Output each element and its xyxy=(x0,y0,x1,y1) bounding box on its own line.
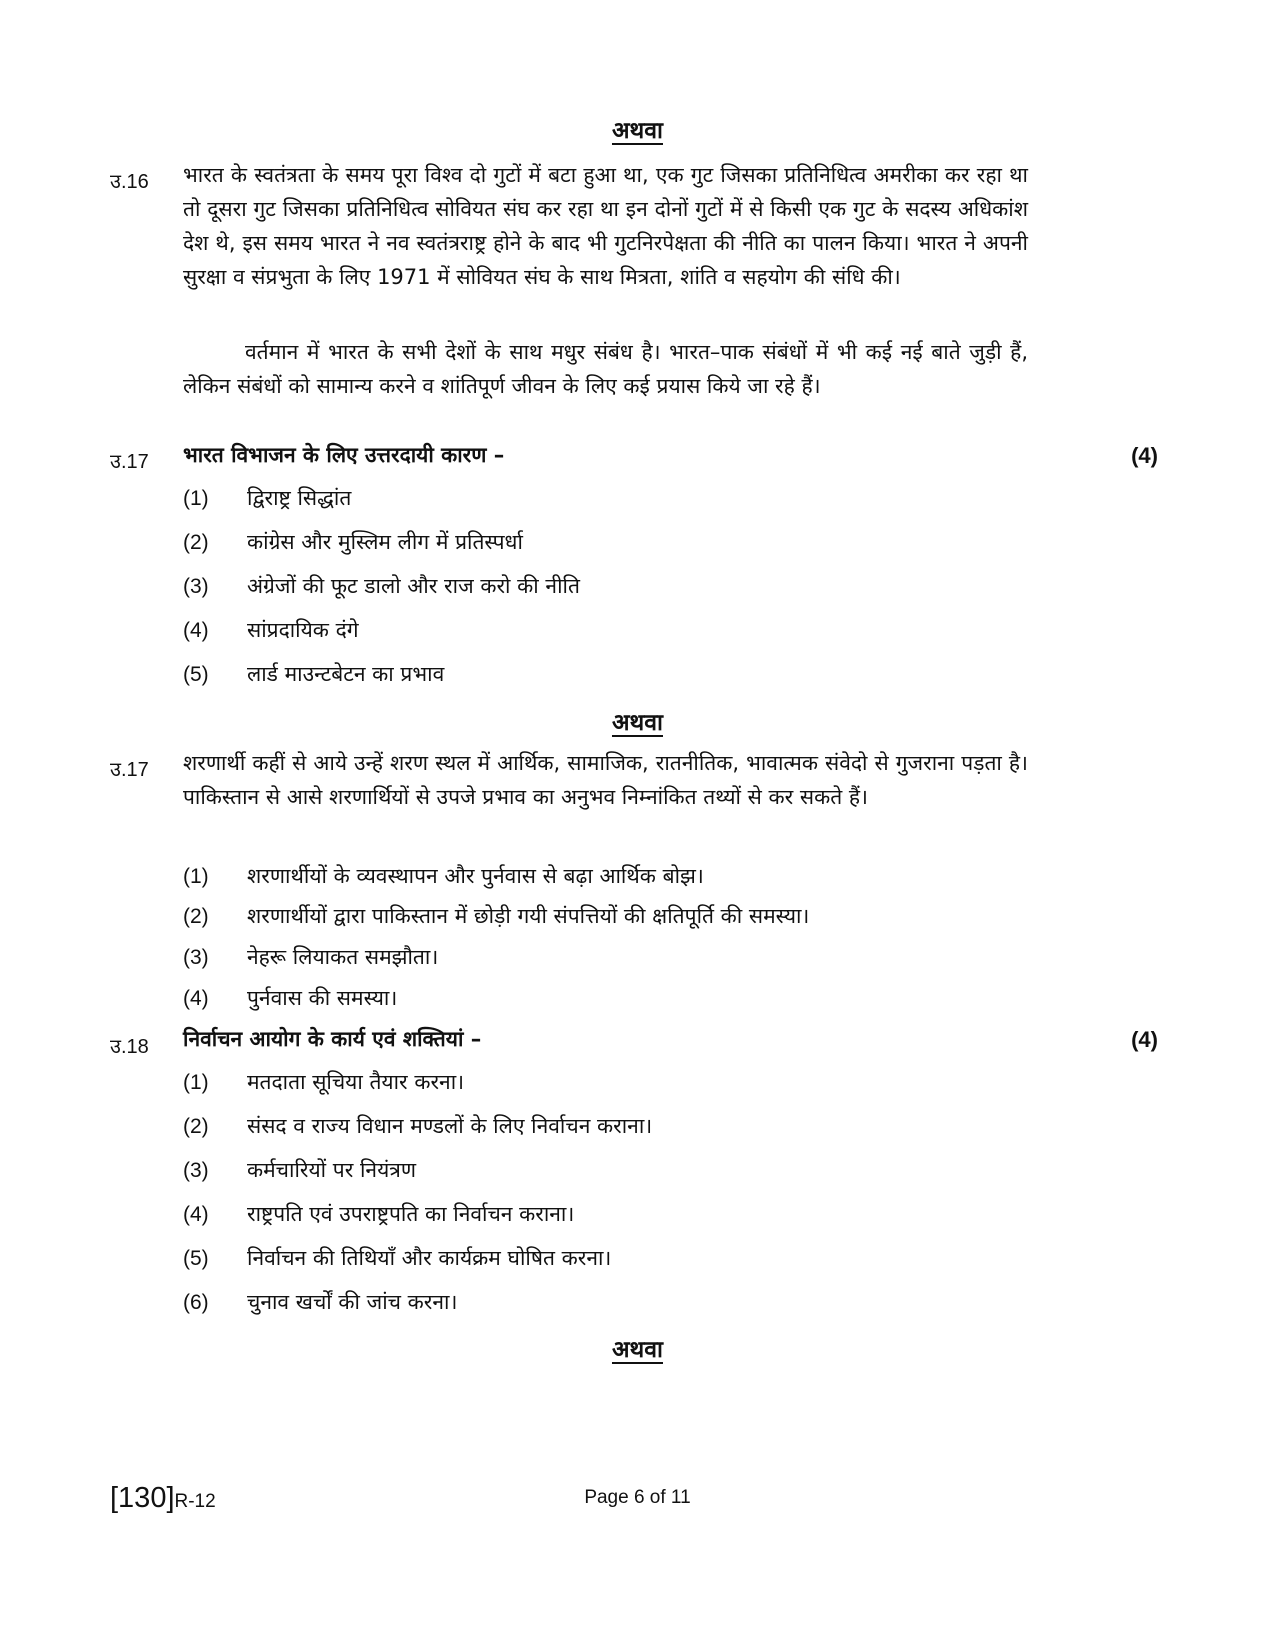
list-item xyxy=(183,1288,457,1316)
list-item xyxy=(183,1244,611,1272)
answer-number-17: उ.17 xyxy=(110,451,149,473)
answer-17-marks: (4) xyxy=(1131,443,1158,468)
answer-number-18: उ.18 xyxy=(110,1036,149,1058)
list-item-number: (2) xyxy=(183,531,209,554)
list-item-text: शरणार्थीयों द्वारा पाकिस्तान में छोड़ी गयी संपत्तियों की क्षतिपूर्ति की समस्या। xyxy=(247,904,810,928)
list-item-text: शरणार्थीयों के व्यवस्थापन और पुर्नवास से बढ़ा आर्थिक बोझ। xyxy=(247,864,704,888)
answer-16-paragraph-2: वर्तमान में भारत के सभी देशों के साथ मधुर संबंध है। भारत–पाक संबंधों में भी कई नई बाते जुड़ी हैं, लेकिन संबंधों को सामान्य करने व शांतिपूर्ण जीवन के लिए कई प्रयास किये जा रहे हैं। xyxy=(183,340,1028,398)
list-item xyxy=(183,572,580,600)
list-item-number: (3) xyxy=(183,1159,209,1182)
list-item-text: राष्ट्रपति एवं उपराष्ट्रपति का निर्वाचन कराना। xyxy=(247,1202,575,1226)
list-item-text: पुर्नवास की समस्या। xyxy=(247,986,398,1010)
list-item-number: (4) xyxy=(183,1203,209,1226)
list-item xyxy=(183,902,809,930)
list-item-number: (3) xyxy=(183,946,209,969)
list-item-text: नेहरू लियाकत समझौता। xyxy=(247,945,439,969)
list-item-text: द्विराष्ट्र सिद्धांत xyxy=(247,486,352,510)
list-item xyxy=(183,1112,652,1140)
list-item xyxy=(183,1068,464,1096)
answer-18-marks: (4) xyxy=(1131,1027,1158,1052)
answer-17-title: भारत विभाजन के लिए उत्तरदायी कारण – xyxy=(183,443,505,467)
answer-17-alt-paragraph: शरणार्थी कहीं से आये उन्हें शरण स्थल में आर्थिक, सामाजिक, रातनीतिक, भावात्मक संवेदो से गुजराना पड़ता है। पाकिस्तान से आसे शरणार्थियों से उपजे प्रभाव का अनुभव निम्नांकित तथ्यों से कर सकते हैं। xyxy=(183,751,1028,809)
page-number: Page 6 of 11 xyxy=(584,1487,691,1508)
list-item-number: (1) xyxy=(183,865,209,888)
or-heading: अथवा xyxy=(611,118,663,144)
list-item-number: (2) xyxy=(183,905,209,928)
list-item-text: कर्मचारियों पर नियंत्रण xyxy=(247,1158,417,1182)
list-item-number: (1) xyxy=(183,487,209,510)
list-item xyxy=(183,484,351,512)
or-heading: अथवा xyxy=(611,710,663,736)
list-item xyxy=(183,943,438,971)
answer-16-paragraph-1: भारत के स्वतंत्रता के समय पूरा विश्व दो गुटों में बटा हुआ था, एक गुट जिसका प्रतिनिधित्व अमरीका कर रहा था तो दूसरा गुट जिसका प्रतिनिधित्व सोवियत संघ कर रहा था इन दोनों गुटों में से किसी एक गुट के सदस्य अधिकांश देश थे, इस समय भारत ने नव स्वतंत्रराष्ट्र होने के बाद भी गुटनिरपेक्षता की नीति का पालन किया। भारत ने अपनी सुरक्षा व संप्रभुता के लिए 1971 में सोवियत संघ के साथ मित्रता, शांति व सहयोग की संधि की। xyxy=(183,163,1028,289)
list-item-number: (4) xyxy=(183,619,209,642)
list-item-text: सांप्रदायिक दंगे xyxy=(247,618,359,642)
list-item-number: (5) xyxy=(183,663,209,686)
list-item xyxy=(183,616,359,644)
list-item xyxy=(183,528,523,556)
list-item xyxy=(183,862,704,890)
list-item-text: अंग्रेजों की फूट डालो और राज करो की नीति xyxy=(247,574,580,598)
or-heading: अथवा xyxy=(611,1337,663,1363)
list-item-text: कांग्रेस और मुस्लिम लीग में प्रतिस्पर्धा xyxy=(247,530,523,554)
list-item-number: (5) xyxy=(183,1247,209,1270)
list-item xyxy=(183,660,444,688)
list-item-number: (3) xyxy=(183,575,209,598)
list-item-number: (6) xyxy=(183,1291,209,1314)
list-item-text: लार्ड माउन्टबेटन का प्रभाव xyxy=(247,662,445,686)
answer-number-16: उ.16 xyxy=(110,171,149,193)
answer-18-title: निर्वाचन आयोग के कार्य एवं शक्तियां – xyxy=(183,1027,482,1051)
list-item xyxy=(183,1156,416,1184)
list-item-number: (2) xyxy=(183,1115,209,1138)
list-item-text: चुनाव खर्चों की जांच करना। xyxy=(247,1290,458,1314)
list-item-text: संसद व राज्य विधान मण्डलों के लिए निर्वाचन कराना। xyxy=(247,1114,653,1138)
list-item xyxy=(183,1200,574,1228)
list-item-number: (4) xyxy=(183,987,209,1010)
list-item-text: मतदाता सूचिया तैयार करना। xyxy=(247,1070,465,1094)
answer-number-17-alt: उ.17 xyxy=(110,759,149,781)
list-item-text: निर्वाचन की तिथियाँ और कार्यक्रम घोषित करना। xyxy=(247,1246,612,1270)
list-item-number: (1) xyxy=(183,1071,209,1094)
list-item xyxy=(183,984,397,1012)
paper-code-suffix: R-12 xyxy=(174,1491,216,1512)
paper-code-number: [130] xyxy=(110,1482,175,1514)
